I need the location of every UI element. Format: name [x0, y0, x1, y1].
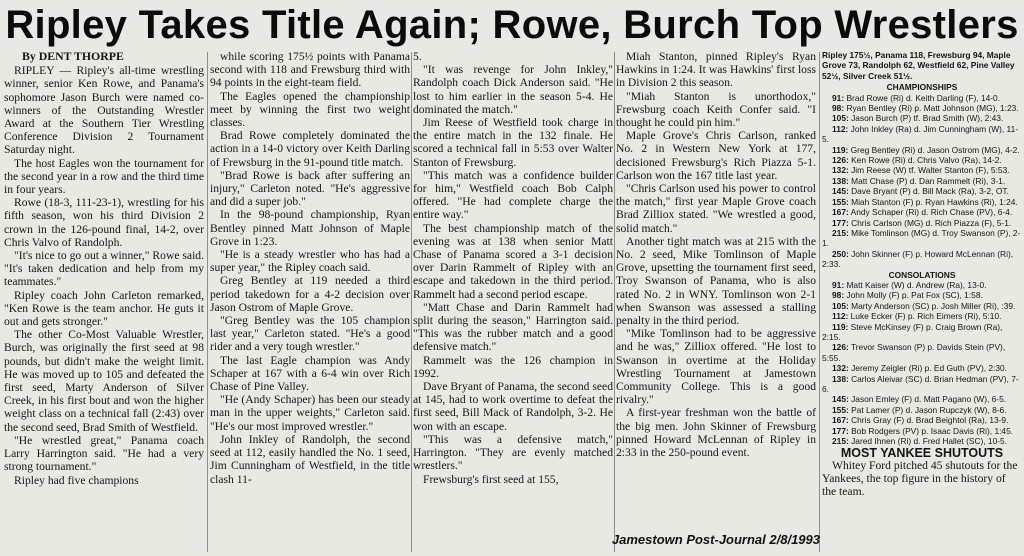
weight-class: 98: — [832, 103, 845, 114]
bout-result: Pat Lamer (P) d. Jason Rupczyk (W), 8-6. — [851, 404, 1007, 415]
weight-class: 145: — [832, 394, 849, 405]
result-line — [822, 155, 1022, 165]
article-column-3 — [413, 50, 613, 554]
column-rule — [207, 52, 208, 552]
bout-result: Jason Burch (P) tf. Brad Smith (W), 2:43. — [851, 113, 1004, 124]
weight-class: 215: — [832, 436, 849, 447]
paragraph: "He wrestled great," Panama coach Larry Harrington said. "He had a very strong tournament." — [4, 433, 204, 474]
paragraph: In the 98-pound championship, Ryan Bentley pinned Matt Johnson of Maple Grove in 1:23. — [210, 208, 410, 248]
paragraph: "He (Andy Schaper) has been our steady man in the upper weights," Carleton said. "He's our most improved wrestler." — [210, 393, 410, 433]
bout-result: Greg Bentley (Ri) d. Jason Ostrom (MG), 4-2. — [850, 144, 1020, 155]
paragraph: Rammelt was the 126 champion in 1992. — [413, 353, 613, 380]
bout-result: John Skinner (F) p. Howard McLennan (Ri), 2:33. — [822, 248, 1014, 270]
result-line — [822, 301, 1022, 311]
weight-class: 132: — [832, 165, 849, 176]
paragraph: Brad Rowe completely dominated the action in a 14-0 victory over Keith Darling of Frewsburg in the 91-pound title match. — [210, 129, 410, 169]
weight-class: 119: — [832, 144, 849, 155]
weight-class: 105: — [832, 113, 849, 124]
weight-class: 105: — [832, 300, 849, 311]
result-line — [822, 311, 1022, 321]
column-rule — [411, 52, 412, 552]
result-line — [822, 394, 1022, 404]
result-line — [822, 280, 1022, 290]
weight-class: 91: — [832, 279, 845, 290]
paragraph: The best championship match of the evening was at 138 when senior Matt Chase of Panama scored a 3-1 decision over Darin Rammelt of Ripley with an escape and takedown in the third period. Rammelt had a second period escape. — [413, 221, 613, 301]
result-line — [822, 374, 1022, 395]
championships-list — [822, 93, 1022, 270]
bout-result: Jim Reese (W) tf. Walter Stanton (F), 5:53. — [851, 165, 1010, 176]
paragraph: Dave Bryant of Panama, the second seed at 145, had to work overtime to defeat the first seed, Bill Mack of Randolph, 3-2. He won with an escape. — [413, 380, 613, 433]
paragraph: "Brad Rowe is back after suffering an injury," Carleton noted. "He's aggressive and did a super job." — [210, 168, 410, 209]
paragraph: The last Eagle champion was Andy Schaper at 167 with a 6-4 win over Rich Chase of Pine Valley. — [210, 353, 410, 394]
bout-result: John Inkley (Ra) d. Jim Cunningham (W), 11-5. — [822, 123, 1019, 145]
paragraph: Maple Grove's Chris Carlson, ranked No. 2 in Western New York at 177, decisioned Frewsburg's Rich Piazza 5-1. Carlson won the 167 title last year. — [616, 129, 816, 182]
weight-class: 138: — [832, 373, 849, 384]
weight-class: 177: — [832, 217, 849, 228]
bout-result: Trevor Swanson (P) p. Davids Stein (PV), 5:55. — [822, 342, 1006, 363]
paragraph: "It's nice to go out a winner," Rowe said. "It's taken dedication and help from my teammates." — [4, 249, 204, 289]
weight-class: 126: — [832, 155, 849, 166]
bout-result: Matt Chase (P) d. Dan Rammelt (Ri), 3-1. — [851, 175, 1006, 186]
result-line — [822, 145, 1022, 155]
weight-class: 119: — [832, 321, 849, 332]
paragraph: "It was revenge for John Inkley," Randolph coach Dick Anderson said. "He lost to him earlier in the season 5-4. He dominated the match." — [413, 63, 613, 116]
weight-class: 138: — [832, 175, 849, 186]
result-line — [822, 249, 1022, 270]
weight-class: 145: — [832, 186, 849, 197]
bout-result: Steve McKinsey (F) p. Craig Brown (Ra), 2:15. — [822, 321, 1003, 342]
source-credit: Jamestown Post-Journal 2/8/1993 — [611, 532, 820, 547]
championships-heading: CHAMPIONSHIPS — [886, 82, 958, 93]
paragraph: The Eagles opened the championship meet by winning the first two weight classes. — [210, 89, 410, 130]
paragraph: "Matt Chase and Darin Rammelt had split during the season," Harrington said. "This was the rubber match and a good defensive match." — [413, 300, 613, 354]
bout-result: Miah Stanton (F) p. Ryan Hawkins (Ri), 1:24. — [851, 196, 1018, 207]
result-line — [822, 436, 1022, 446]
result-line — [822, 103, 1022, 113]
paragraph: The other Co-Most Valuable Wrestler, Burch, was originally the first seed at 98 pounds, but didn't make the weight limit. He was moved up to 105 and defeated the first seed, Marty Anderson of Silver Creek, in his first bout and won the higher weight class on a technical fall (2:43) over the second seed, Brad Smith of Westfield. — [4, 328, 204, 434]
paragraph: Ripley had five champions — [14, 473, 139, 487]
paragraph: "This match was a confidence builder for him," Westfield coach Bob Calph offered. "He had complete charge the entire way." — [413, 168, 613, 222]
column-1-body — [4, 64, 204, 487]
bout-result: Matt Kaiser (W) d. Andrew (Ra), 13-0. — [846, 279, 987, 290]
weight-class: 167: — [832, 415, 849, 426]
paragraph: Jim Reese of Westfield took charge in the entire match in the 132 finale. He scored a technical fall in 5:53 over Walter Stanton of Frewsburg. — [413, 116, 613, 169]
bout-result: Mike Tomlinson (MG) d. Troy Swanson (P), 2-1. — [822, 227, 1021, 249]
paragraph: Rowe (18-3, 111-23-1), wrestling for his fifth season, won his third Division 2 crown in the 126-pound final, 14-2, over Chris Valvo of Randolph. — [4, 196, 204, 249]
column-4-body — [616, 50, 816, 459]
paragraph: "Greg Bentley was the 105 champion last year," Carleton stated. "He's a good rider and a very tough wrestler." — [210, 314, 410, 354]
shutout-heading: MOST YANKEE SHUTOUTS — [840, 446, 1004, 461]
weight-class: 91: — [832, 92, 845, 103]
result-line — [822, 113, 1022, 123]
paragraph: while scoring 175½ points with Panama second with 118 and Frewsburg third with 94 points in the eight-team field. — [210, 50, 410, 90]
paragraph: The host Eagles won the tournament for the second year in a row and the third time in four years. — [4, 156, 204, 197]
paragraph: "This was a defensive match," Harrington. "They are evenly matched wrestlers." — [413, 432, 613, 473]
article-column-2 — [210, 50, 410, 554]
bout-result: Chris Carlson (MG) d. Rich Piazza (F), 5-1. — [851, 217, 1012, 228]
consolations-heading: CONSOLATIONS — [888, 269, 956, 280]
paragraph: 5. — [413, 50, 422, 63]
paragraph: Frewsburg's first seed at 155, — [423, 472, 559, 486]
paragraph: A first-year freshman won the battle of the big men. John Skinner of Frewsburg pinned Howard McLennan of Ripley in 2:33 in the 250-pound event. — [616, 406, 816, 460]
bout-result: Marty Anderson (SC) p. Josh Miller (Ri), :39. — [851, 300, 1016, 311]
shutout-text: Whitey Ford pitched 45 shutouts for the Yankees, the top figure in the history of the team. — [822, 458, 1018, 498]
weight-class: 112: — [832, 311, 849, 322]
bout-result: Jared Ihnen (Ri) d. Fred Hallet (SC), 10-5. — [851, 436, 1008, 447]
paragraph: Ripley coach John Carleton remarked, "Ken Rowe is the team anchor. He guts it out and gets stronger." — [4, 288, 204, 329]
result-line — [822, 165, 1022, 175]
weight-class: 126: — [832, 342, 849, 353]
column-rule — [819, 52, 820, 552]
weight-class: 132: — [832, 363, 849, 374]
weight-class: 98: — [832, 290, 845, 301]
weight-class: 215: — [832, 227, 849, 238]
paragraph: John Inkley of Randolph, the second seed at 112, easily handled the No. 1 seed, Jim Cunningham of Westfield, in the title clash 11- — [210, 432, 410, 486]
weight-class: 167: — [832, 207, 849, 218]
result-line — [822, 218, 1022, 228]
result-line — [822, 207, 1022, 217]
result-line — [822, 176, 1022, 186]
weight-class: 250: — [832, 248, 849, 259]
paragraph: "He is a steady wrestler who has had a super year," the Ripley coach said. — [210, 248, 410, 275]
bout-result: Andy Schaper (Ri) d. Rich Chase (PV), 6-4. — [850, 207, 1013, 218]
consolations-list — [822, 280, 1022, 447]
bout-result: John Molly (F) p. Pat Fox (SC), 1:58. — [846, 290, 983, 301]
column-rule — [614, 52, 615, 552]
result-line — [822, 124, 1022, 145]
team-scores: Ripley 175½, Panama 118, Frewsburg 94, Maple Grove 73, Randolph 62, Westfield 62, Pine Valley 52½, Silver Creek 51½. — [822, 50, 1015, 81]
article-column-4 — [616, 50, 816, 554]
result-line — [822, 197, 1022, 207]
paragraph: Miah Stanton, pinned Ripley's Ryan Hawkins in 1:24. It was Hawkins' first loss in Division 2 this season. — [616, 50, 816, 90]
weight-class: 155: — [832, 196, 849, 207]
article-column-1 — [4, 50, 204, 554]
result-line — [822, 363, 1022, 373]
bout-result: Jason Emley (F) d. Matt Pagano (W), 6-5. — [851, 394, 1007, 405]
column-2-body — [210, 50, 410, 486]
bout-result: Ken Rowe (Ri) d. Chris Valvo (Ra), 14-2. — [851, 155, 1002, 166]
result-line — [822, 405, 1022, 415]
bout-result: Jeremy Zeigler (Ri) p. Ed Guth (PV), 2:30. — [851, 363, 1008, 374]
weight-class: 177: — [832, 425, 849, 436]
paragraph: "Miah Stanton is unorthodox," Frewsburg coach Keith Confer said. "I thought he could pin him." — [616, 89, 816, 130]
paragraph: RIPLEY — Ripley's all-time wrestling winner, senior Ken Rowe, and Panama's sophomore Jason Burch were named co-winners of the Outstanding Wrestler Award at the Southern Tier Wrestling Conference Division 2 Tournament Saturday night. — [4, 64, 204, 157]
result-line — [822, 228, 1022, 249]
byline: By DENT THORPE — [22, 50, 124, 63]
weight-class: 112: — [832, 123, 849, 134]
paragraph: "Chris Carlson used his power to control the match," first year Maple Grove coach Brad Zilliox stated. "We wrestled a good, solid match." — [616, 182, 816, 235]
result-line — [822, 186, 1022, 196]
bout-result: Carlos Aleivar (SC) d. Brian Hedman (PV), 7-6. — [822, 373, 1019, 394]
results-sidebar — [822, 50, 1022, 550]
result-line — [822, 426, 1022, 436]
result-line — [822, 342, 1022, 363]
bout-result: Dave Bryant (P) d. Bill Mack (Ra), 3-2, OT. — [851, 186, 1009, 197]
paragraph: Another tight match was at 215 with the No. 2 seed, Mike Tomlinson of Maple Grove, upsetting the tournament first seed, Troy Swanson of Panama, who is also rated No. 2 in WNY. Tomlinson won 2-1 when Swanson was assessed a stalling penalty in the third period. — [616, 234, 816, 328]
paragraph: "Mike Tomlinson had to be aggressive and he was," Zilliox offered. "He lost to Swanson in overtime at the Holiday Wrestling Tournament at Jamestown Community College. This is a good rivalry." — [616, 327, 816, 407]
paragraph: Greg Bentley at 119 needed a third period takedown for a 4-2 decision over Jason Ostrom of Maple Grove. — [210, 274, 410, 314]
result-line — [822, 415, 1022, 425]
bout-result: Chris Gray (F) d. Brad Beightol (Ra), 13-9. — [851, 415, 1009, 426]
column-3-body — [413, 50, 613, 486]
bout-result: Bob Rodgers (PV) p. Isaac Davis (Ri), 1:45. — [851, 425, 1014, 436]
bout-result: Luke Ecker (F) p. Rich Eimers (Ri), 5:10. — [850, 311, 1002, 322]
bout-result: Ryan Bentley (Ri) p. Matt Johnson (MG), 1:23. — [846, 103, 1019, 114]
headline: Ripley Takes Title Again; Rowe, Burch Top Wrestlers — [5, 2, 1019, 47]
bout-result: Brad Rowe (Ri) d. Keith Darling (F), 14-0. — [846, 92, 1001, 103]
result-line — [822, 93, 1022, 103]
weight-class: 155: — [832, 404, 849, 415]
result-line — [822, 322, 1022, 343]
result-line — [822, 290, 1022, 300]
